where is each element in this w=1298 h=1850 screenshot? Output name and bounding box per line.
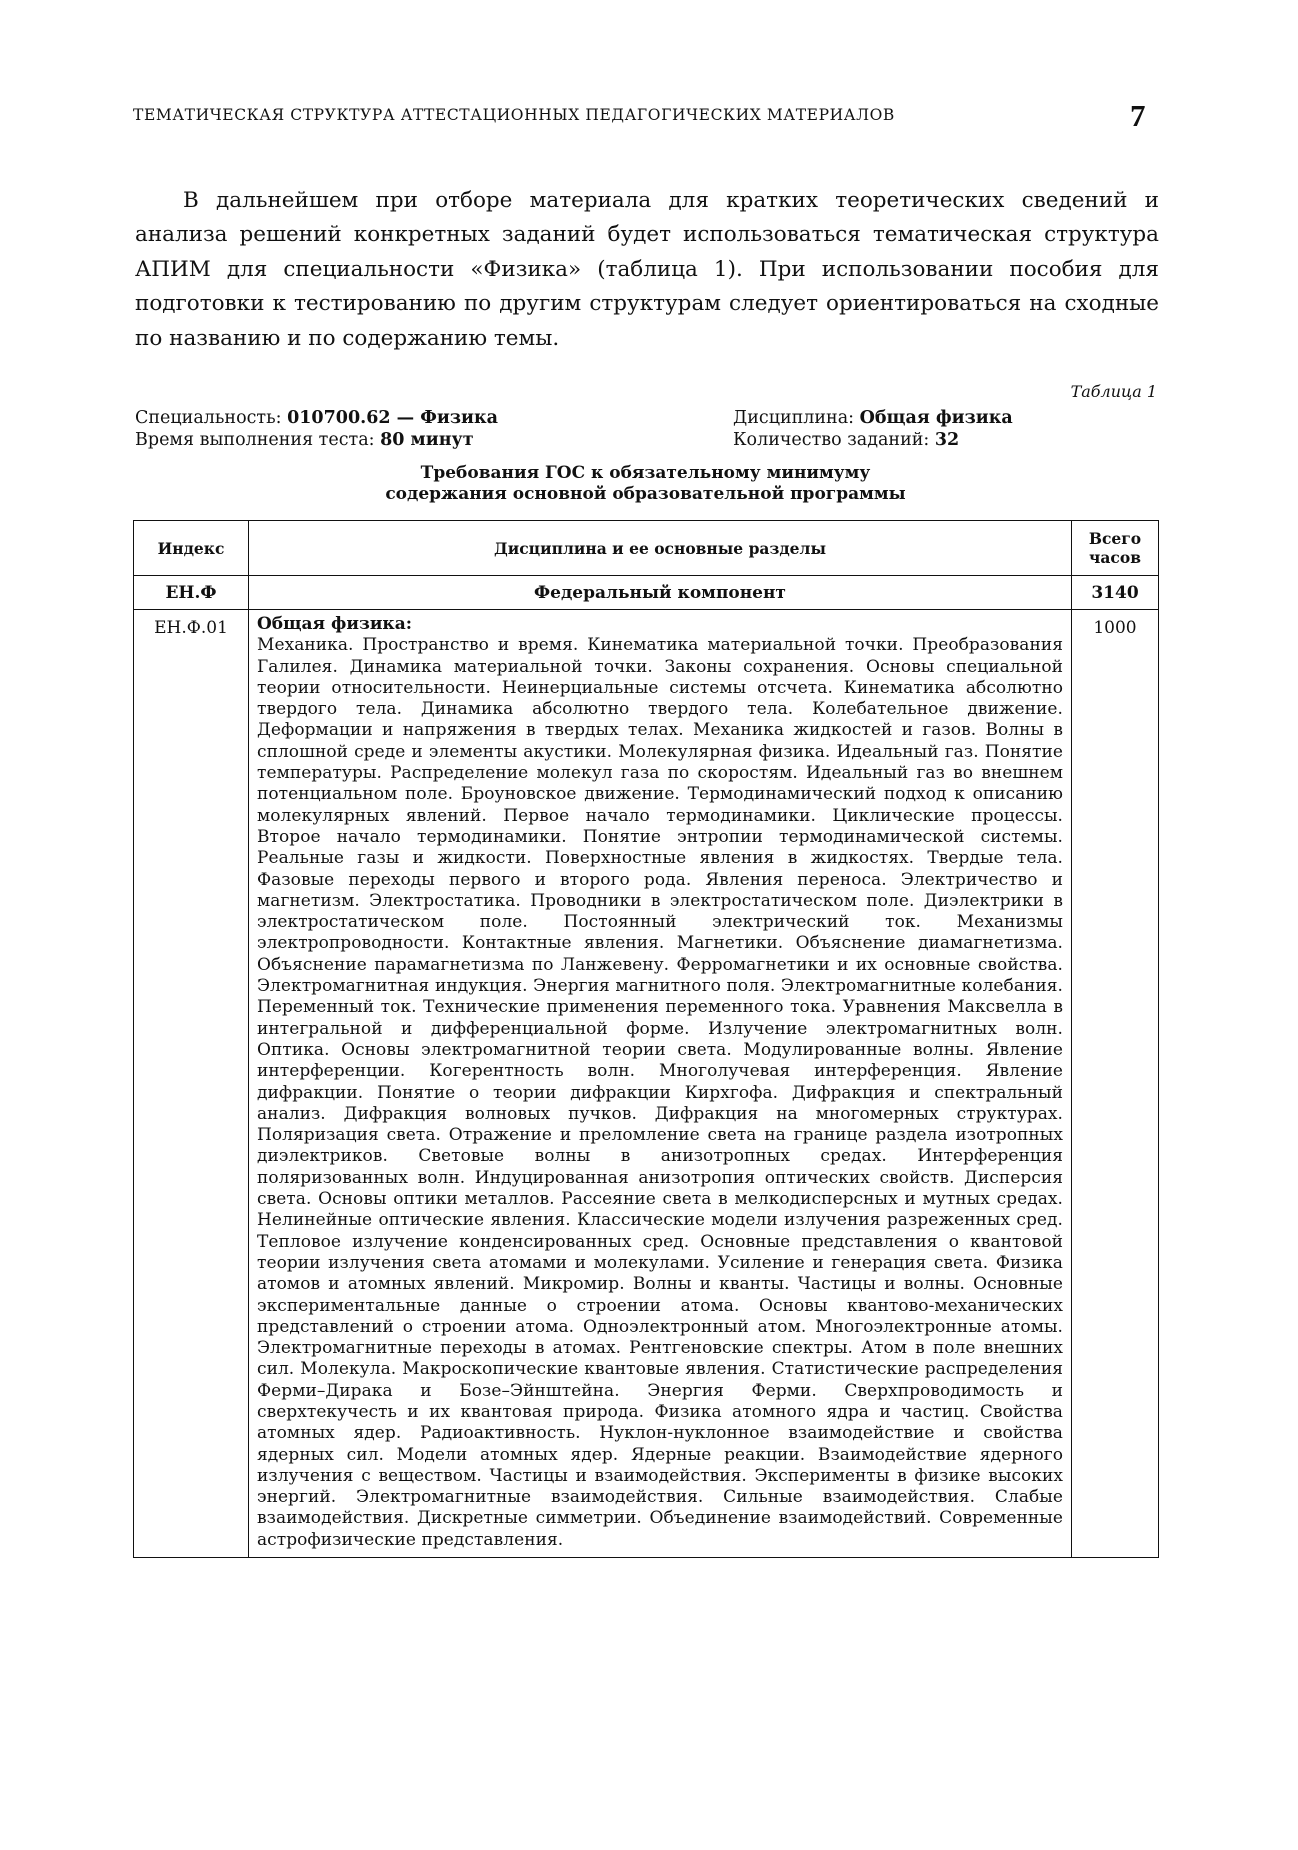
running-title: ТЕМАТИЧЕСКАЯ СТРУКТУРА АТТЕСТАЦИОННЫХ ПЕДАГОГИЧЕСКИХ МАТЕРИАЛОВ bbox=[133, 106, 895, 124]
header-hours bbox=[1072, 521, 1159, 576]
discipline-label: Дисциплина: bbox=[733, 408, 860, 428]
header-hours-line2: часов bbox=[1089, 548, 1141, 567]
task-count-label: Количество заданий: bbox=[733, 430, 935, 450]
federal-row bbox=[134, 576, 1159, 610]
specialty-label: Специальность: bbox=[135, 408, 288, 428]
requirements-table bbox=[133, 520, 1159, 1558]
task-count-line bbox=[733, 429, 1013, 451]
discipline-value: Общая физика bbox=[859, 408, 1013, 428]
page-number: 7 bbox=[1130, 98, 1146, 133]
row-content bbox=[249, 610, 1072, 1558]
row-subject: Общая физика: bbox=[257, 614, 413, 634]
row-index: ЕН.Ф.01 bbox=[134, 610, 249, 1558]
federal-name: Федеральный компонент bbox=[249, 576, 1072, 610]
table-title bbox=[133, 463, 1158, 505]
discipline-line bbox=[733, 407, 1013, 429]
table-header-row bbox=[134, 521, 1159, 576]
specialty-line bbox=[135, 407, 498, 429]
specialty-value: 010700.62 — Физика bbox=[287, 408, 498, 428]
row-hours: 1000 bbox=[1072, 610, 1159, 1558]
row-description: Механика. Пространство и время. Кинематика материальной точки. Преобразования Галилея. Динамика материальной точки. Законы сохранения. Основы специальной теории относительности. Неинерциальные системы отсчета. Кинематика абсолютно твердого тела. Динамика абсолютно твердого тела. Колебательное движение. Деформации и напряжения в твердых телах. Механика жидкостей и газов. Волны в сплошной среде и элементы акустики. Молекулярная физика. Идеальный газ. Понятие температуры. Распределение молекул газа по скоростям. Идеальный газ во внешнем потенциальном поле. Броуновское движение. Термодинамический подход к описанию молекулярных явлений. Первое начало термодинамики. Циклические процессы. Второе начало термодинамики. Понятие энтропии термодинамической системы. Реальные газы и жидкости. Поверхностные явления в жидкостях. Твердые тела. Фазовые переходы первого и второго рода. Явления переноса. Электричество и магнетизм. Электростатика. Проводники в электростатическом поле. Диэлектрики в электростатическом поле. Постоянный электрический ток. Механизмы электропроводности. Контактные явления. Магнетики. Объяснение диамагнетизма. Объяснение парамагнетизма по Ланжевену. Ферромагнетики и их основные свойства. Электромагнитная индукция. Энергия магнитного поля. Электромагнитные колебания. Переменный ток. Технические применения переменного тока. Уравнения Максвелла в интегральной и дифференциальной форме. Излучение электромагнитных волн. Оптика. Основы электромагнитной теории света. Модулированные волны. Явление интерференции. Когерентность волн. Многолучевая интерференция. Явление дифракции. Понятие о теории дифракции Кирхгофа. Дифракция и спектральный анализ. Дифракция волновых пучков. Дифракция на многомерных структурах. Поляризация света. Отражение и преломление света на границе раздела изотропных диэлектриков. Световые волны в анизотропных средах. Интерференция поляризованных волн. Индуцированная анизотропия оптических свойств. Дисперсия света. Основы оптики металлов. Рассеяние света в мелкодисперсных и мутных средах. Нелинейные оптические явления. Классические модели излучения разреженных сред. Тепловое излучение конденсированных сред. Основные представления о квантовой теории излучения света атомами и молекулами. Усиление и генерация света. Физика атомов и атомных явлений. Микромир. Волны и кванты. Частицы и волны. Основные экспериментальные данные о строении атома. Основы квантово-механических представлений о строении атома. Одноэлектронный атом. Многоэлектронные атомы. Электромагнитные переходы в атомах. Рентгеновские спектры. Атом в поле внешних сил. Молекула. Макроскопические квантовые явления. Статистические распределения Ферми–Дирака и Бозе–Эйнштейна. Энергия Ферми. Сверхпроводимость и сверхтекучесть и их квантовая природа. Физика атомного ядра и частиц. Свойства атомных ядер. Радиоактивность. Нуклон-нуклонное взаимодействие и свойства ядерных сил. Модели атомных ядер. Ядерные реакции. Взаимодействие ядерного излучения с веществом. Частицы и взаимодействия. Эксперименты в физике высоких энергий. Электромагнитные взаимодействия. Сильные взаимодействия. Слабые взаимодействия. Дискретные симметрии. Объединение взаимодействий. Современные астрофизические представления. bbox=[257, 635, 1063, 1550]
table-caption: Таблица 1 bbox=[1070, 382, 1157, 401]
header-index: Индекс bbox=[134, 521, 249, 576]
federal-hours: 3140 bbox=[1072, 576, 1159, 610]
task-count-value: 32 bbox=[934, 430, 960, 450]
test-time-value: 80 минут bbox=[380, 430, 474, 450]
meta-right bbox=[733, 407, 1013, 451]
federal-index: ЕН.Ф bbox=[134, 576, 249, 610]
meta-left bbox=[135, 407, 498, 451]
intro-paragraph: В дальнейшем при отборе материала для кратких теоретических сведений и анализа решений конкретных заданий будет использоваться тематическая структура АПИМ для специальности «Физика» (таблица 1). При использовании пособия для подготовки к тестированию по другим структурам следует ориентироваться на сходные по названию и по содержанию темы. bbox=[135, 188, 1159, 351]
test-time-label: Время выполнения теста: bbox=[135, 430, 381, 450]
table-row bbox=[134, 610, 1159, 1558]
header-hours-line1: Всего bbox=[1088, 529, 1142, 548]
header-discipline: Дисциплина и ее основные разделы bbox=[249, 521, 1072, 576]
table-title-line2: содержания основной образовательной программы bbox=[385, 484, 906, 504]
test-time-line bbox=[135, 429, 498, 451]
table-title-line1: Требования ГОС к обязательному минимуму bbox=[420, 463, 871, 483]
